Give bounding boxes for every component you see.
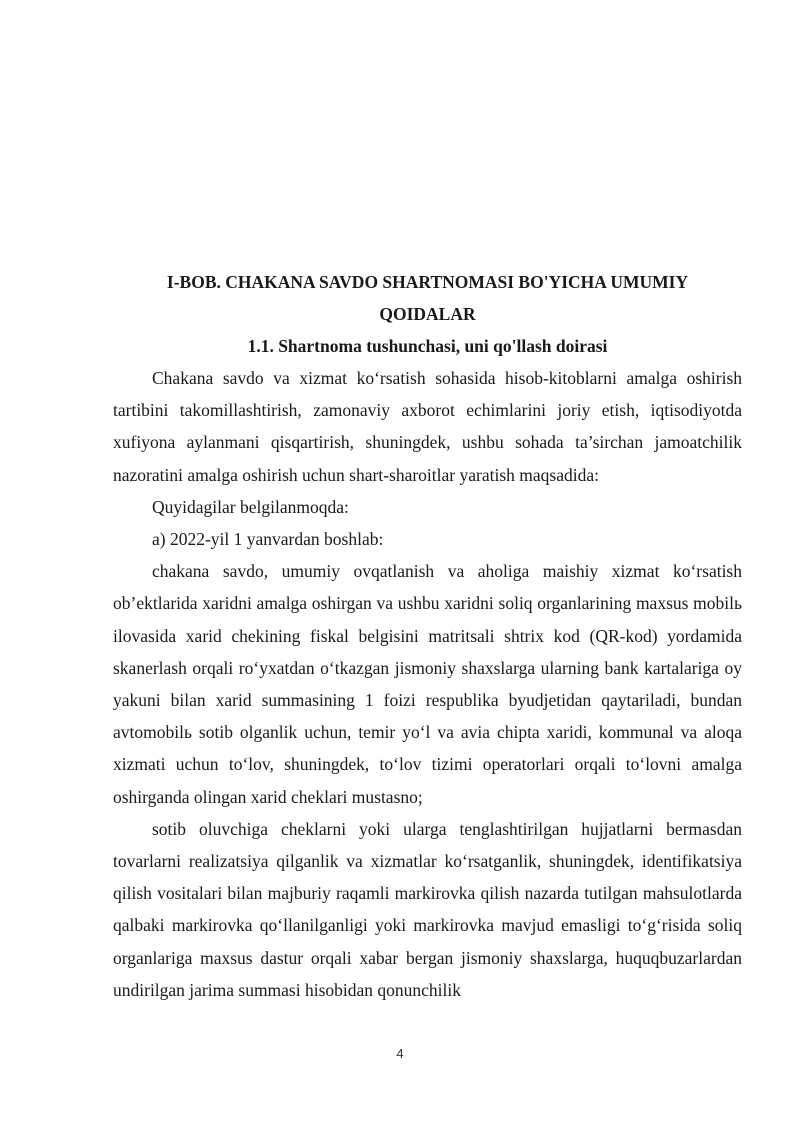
chapter-title-line-2: QOIDALAR (379, 304, 476, 324)
chapter-title-line-1: I-BOB. CHAKANA SAVDO SHARTNOMASI BO'YICHA UMUMIY (166, 272, 689, 292)
paragraph-item-a: a) 2022-yil 1 yanvardan boshlab: (152, 529, 384, 550)
section-title: 1.1. Shartnoma tushunchasi, uni qo'llash doirasi (247, 336, 608, 356)
page-number: 4 (396, 1046, 404, 1061)
paragraph-reporting: sotib oluvchiga cheklarni yoki ularga tenglashtirilgan hujjatlarni bermasdan tovarlarni realizatsiya qilganlik va xizmatlar ko‘rsatganlik, shuningdek, identifikatsiya qilish vositalari bilan majburiy raqamli markirovka qilish nazarda tutilgan mahsulotlarda qalbaki markirovka qo‘llanilganligi yoki markirovka mavjud emasligi to‘g‘risida soliq organlariga maxsus dastur orqali xabar bergan jismoniy shaxslarga, huquqbuzarlardan undirilgan jarima summasi hisobidan qonunchilik (113, 818, 742, 1000)
paragraph-intro: Chakana savdo va xizmat ko‘rsatish sohasida hisob-kitoblarni amalga oshirish tartibini takomillashtirish, zamonaviy axborot echimlarini joriy etish, iqtisodiyotda xufiyona aylanmani qisqartirish, shuningdek, ushbu sohada ta’sirchan jamoatchilik nazoratini amalga oshirish uchun shart-sharoitlar yaratish maqsadida: (113, 368, 742, 485)
paragraph-quyidagilar: Quyidagilar belgilanmoqda: (152, 496, 349, 517)
paragraph-cashback: chakana savdo, umumiy ovqatlanish va aholiga maishiy xizmat ko‘rsatish ob’ektlarida xaridni amalga oshirgan va ushbu xaridni soliq organlarining maxsus mobilь ilovasida xarid chekining fiskal belgisini matritsali shtrix kod (QR-kod) yordamida skanerlash orqali ro‘yxatdan o‘tkazgan jismoniy shaxslarga ularning bank kartalariga oy yakuni bilan xarid summasining 1 foizi respublika byudjetidan qaytariladi, bundan avtomobilь sotib olganlik uchun, temir yo‘l va avia chipta xaridi, kommunal va aloqa xizmati uchun to‘lov, shuningdek, to‘lov tizimi operatorlari orqali to‘lovni amalga oshirganda olingan xarid cheklari mustasno; (113, 561, 742, 807)
page-content (113, 266, 742, 1006)
